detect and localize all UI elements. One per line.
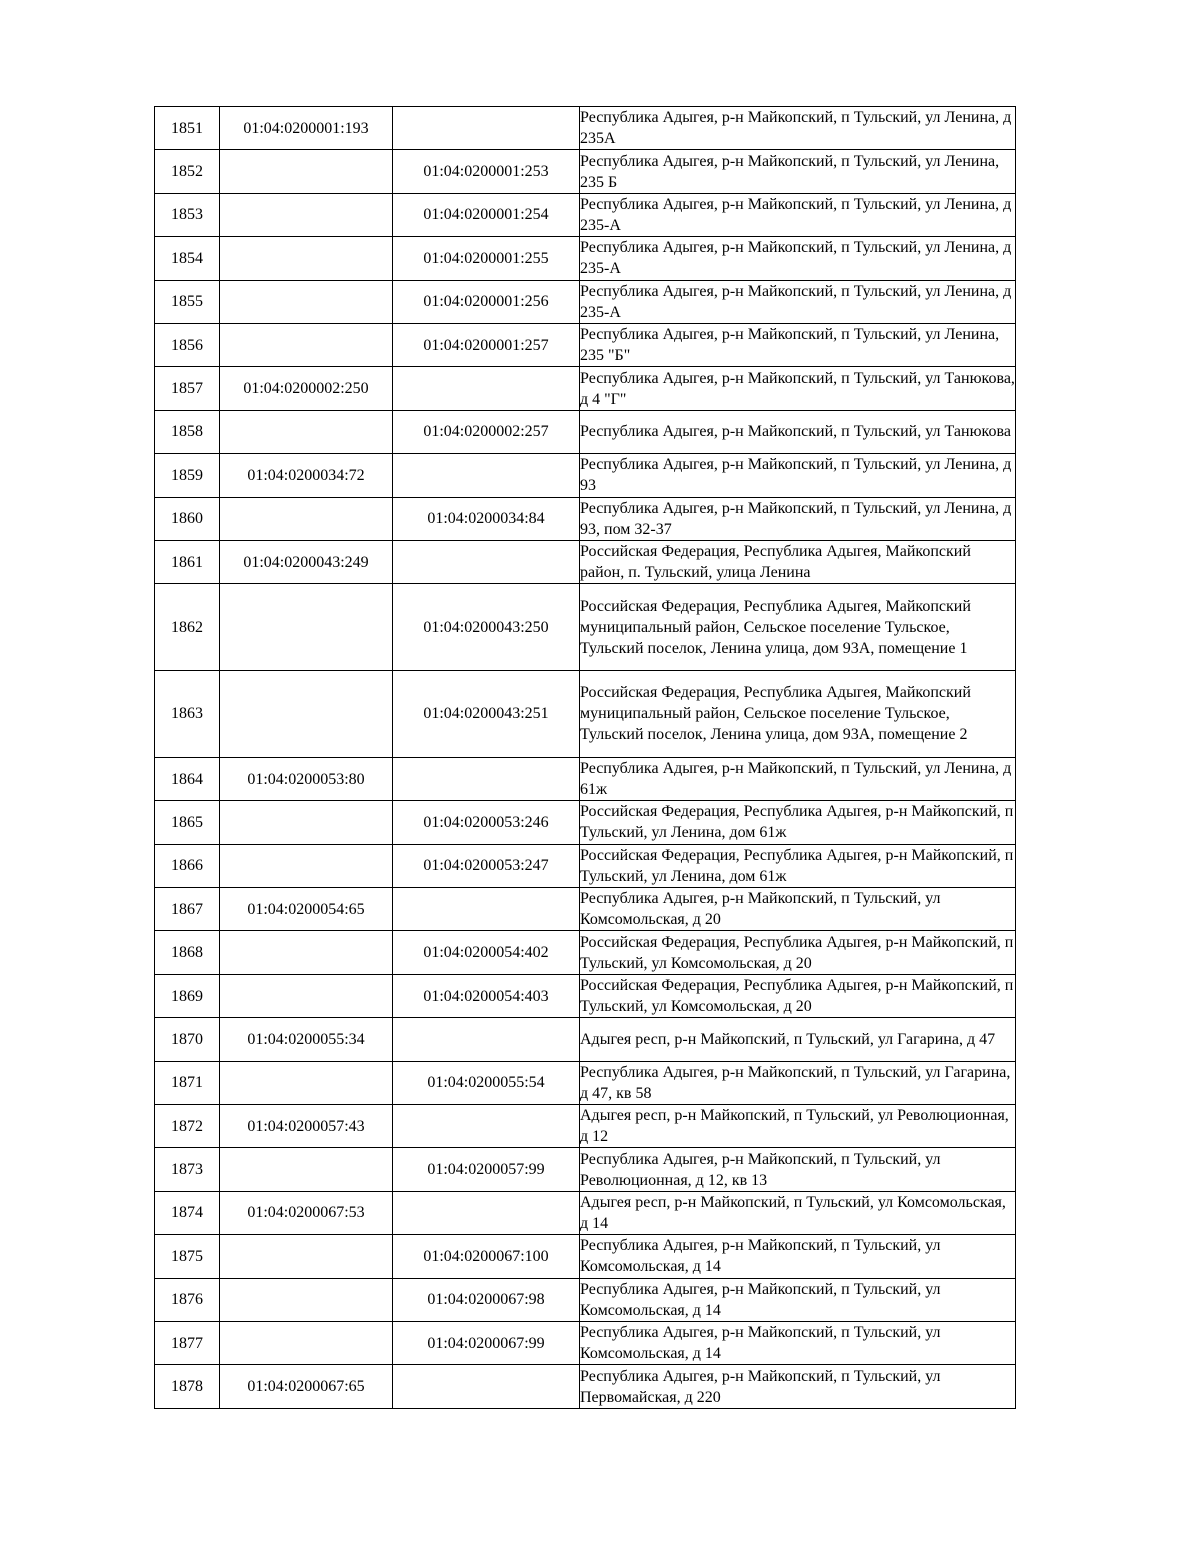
table-row — [155, 367, 1016, 410]
land-cadastral-number-cell — [220, 801, 393, 844]
land-cadastral-number-cell: 01:04:0200001:193 — [220, 107, 393, 150]
address-cell: Республика Адыгея, р-н Майкопский, п Тульский, ул Ленина, д 235А — [580, 107, 1016, 150]
row-number-cell: 1852 — [155, 150, 220, 193]
address-cell: Республика Адыгея, р-н Майкопский, п Тульский, ул Ленина, д 61ж — [580, 757, 1016, 800]
land-cadastral-number-cell: 01:04:0200002:250 — [220, 367, 393, 410]
land-cadastral-number-cell — [220, 1061, 393, 1104]
address-cell: Республика Адыгея, р-н Майкопский, п Тульский, ул Танюкова — [580, 410, 1016, 453]
object-cadastral-number-cell: 01:04:0200053:246 — [393, 801, 580, 844]
land-cadastral-number-cell: 01:04:0200057:43 — [220, 1105, 393, 1148]
row-number-cell: 1855 — [155, 280, 220, 323]
address-cell: Российская Федерация, Республика Адыгея, Майкопский муниципальный район, Сельское поселение Тульское, Тульский поселок, Ленина улица, дом 93А, помещение 2 — [580, 671, 1016, 758]
row-number-cell: 1851 — [155, 107, 220, 150]
row-number-cell: 1854 — [155, 237, 220, 280]
row-number-cell: 1871 — [155, 1061, 220, 1104]
row-number-cell: 1853 — [155, 193, 220, 236]
row-number-cell: 1874 — [155, 1191, 220, 1234]
row-number-cell: 1862 — [155, 584, 220, 671]
address-cell: Российская Федерация, Республика Адыгея, р-н Майкопский, п Тульский, ул Ленина, дом 61ж — [580, 844, 1016, 887]
table-row — [155, 150, 1016, 193]
object-cadastral-number-cell: 01:04:0200043:251 — [393, 671, 580, 758]
object-cadastral-number-cell: 01:04:0200001:253 — [393, 150, 580, 193]
row-number-cell: 1864 — [155, 757, 220, 800]
table-row — [155, 323, 1016, 366]
object-cadastral-number-cell — [393, 1191, 580, 1234]
row-number-cell: 1858 — [155, 410, 220, 453]
object-cadastral-number-cell: 01:04:0200054:403 — [393, 974, 580, 1017]
object-cadastral-number-cell — [393, 1105, 580, 1148]
row-number-cell: 1869 — [155, 974, 220, 1017]
table-row — [155, 671, 1016, 758]
table-row — [155, 931, 1016, 974]
address-cell: Республика Адыгея, р-н Майкопский, п Тульский, ул Комсомольская, д 20 — [580, 888, 1016, 931]
land-cadastral-number-cell — [220, 150, 393, 193]
land-cadastral-number-cell: 01:04:0200067:65 — [220, 1365, 393, 1408]
row-number-cell: 1861 — [155, 540, 220, 583]
table-row — [155, 1365, 1016, 1408]
row-number-cell: 1860 — [155, 497, 220, 540]
row-number-cell: 1857 — [155, 367, 220, 410]
address-cell: Адыгея респ, р-н Майкопский, п Тульский, ул Революционная, д 12 — [580, 1105, 1016, 1148]
row-number-cell: 1878 — [155, 1365, 220, 1408]
object-cadastral-number-cell: 01:04:0200055:54 — [393, 1061, 580, 1104]
land-cadastral-number-cell — [220, 280, 393, 323]
row-number-cell: 1873 — [155, 1148, 220, 1191]
table-row — [155, 584, 1016, 671]
address-cell: Республика Адыгея, р-н Майкопский, п Тульский, ул Ленина, д 93 — [580, 454, 1016, 497]
address-cell: Республика Адыгея, р-н Майкопский, п Тульский, ул Танюкова, д 4 "Г" — [580, 367, 1016, 410]
land-cadastral-number-cell — [220, 323, 393, 366]
address-cell: Российская Федерация, Республика Адыгея, Майкопский муниципальный район, Сельское поселение Тульское, Тульский поселок, Ленина улица, дом 93А, помещение 1 — [580, 584, 1016, 671]
row-number-cell: 1865 — [155, 801, 220, 844]
land-cadastral-number-cell — [220, 844, 393, 887]
land-cadastral-number-cell — [220, 931, 393, 974]
row-number-cell: 1859 — [155, 454, 220, 497]
land-cadastral-number-cell — [220, 671, 393, 758]
row-number-cell: 1872 — [155, 1105, 220, 1148]
table-row — [155, 1191, 1016, 1234]
address-cell: Адыгея респ, р-н Майкопский, п Тульский, ул Комсомольская, д 14 — [580, 1191, 1016, 1234]
table-row — [155, 888, 1016, 931]
object-cadastral-number-cell — [393, 1018, 580, 1061]
object-cadastral-number-cell: 01:04:0200067:99 — [393, 1321, 580, 1364]
land-cadastral-number-cell — [220, 1278, 393, 1321]
table-row — [155, 237, 1016, 280]
table-row — [155, 497, 1016, 540]
table-row — [155, 1278, 1016, 1321]
land-cadastral-number-cell — [220, 497, 393, 540]
table-row — [155, 974, 1016, 1017]
land-cadastral-number-cell — [220, 1321, 393, 1364]
object-cadastral-number-cell: 01:04:0200001:256 — [393, 280, 580, 323]
land-cadastral-number-cell: 01:04:0200054:65 — [220, 888, 393, 931]
object-cadastral-number-cell: 01:04:0200001:254 — [393, 193, 580, 236]
object-cadastral-number-cell — [393, 540, 580, 583]
registry-table — [154, 106, 1016, 1409]
table-row — [155, 1321, 1016, 1364]
address-cell: Республика Адыгея, р-н Майкопский, п Тульский, ул Гагарина, д 47, кв 58 — [580, 1061, 1016, 1104]
land-cadastral-number-cell — [220, 410, 393, 453]
address-cell: Адыгея респ, р-н Майкопский, п Тульский, ул Гагарина, д 47 — [580, 1018, 1016, 1061]
land-cadastral-number-cell — [220, 193, 393, 236]
object-cadastral-number-cell: 01:04:0200002:257 — [393, 410, 580, 453]
object-cadastral-number-cell: 01:04:0200001:255 — [393, 237, 580, 280]
address-cell: Республика Адыгея, р-н Майкопский, п Тульский, ул Ленина, д 235-А — [580, 193, 1016, 236]
row-number-cell: 1866 — [155, 844, 220, 887]
land-cadastral-number-cell — [220, 974, 393, 1017]
row-number-cell: 1867 — [155, 888, 220, 931]
row-number-cell: 1863 — [155, 671, 220, 758]
land-cadastral-number-cell: 01:04:0200055:34 — [220, 1018, 393, 1061]
land-cadastral-number-cell: 01:04:0200043:249 — [220, 540, 393, 583]
object-cadastral-number-cell: 01:04:0200067:98 — [393, 1278, 580, 1321]
table-row — [155, 1148, 1016, 1191]
address-cell: Республика Адыгея, р-н Майкопский, п Тульский, ул Ленина, д 235-А — [580, 280, 1016, 323]
object-cadastral-number-cell: 01:04:0200067:100 — [393, 1235, 580, 1278]
row-number-cell: 1868 — [155, 931, 220, 974]
table-row — [155, 844, 1016, 887]
land-cadastral-number-cell: 01:04:0200053:80 — [220, 757, 393, 800]
land-cadastral-number-cell: 01:04:0200034:72 — [220, 454, 393, 497]
object-cadastral-number-cell: 01:04:0200034:84 — [393, 497, 580, 540]
object-cadastral-number-cell: 01:04:0200043:250 — [393, 584, 580, 671]
table-row — [155, 280, 1016, 323]
object-cadastral-number-cell — [393, 888, 580, 931]
address-cell: Российская Федерация, Республика Адыгея, р-н Майкопский, п Тульский, ул Комсомольская, д 20 — [580, 974, 1016, 1017]
row-number-cell: 1856 — [155, 323, 220, 366]
address-cell: Российская Федерация, Республика Адыгея, Майкопский район, п. Тульский, улица Ленина — [580, 540, 1016, 583]
address-cell: Республика Адыгея, р-н Майкопский, п Тульский, ул Комсомольская, д 14 — [580, 1235, 1016, 1278]
address-cell: Российская Федерация, Республика Адыгея, р-н Майкопский, п Тульский, ул Ленина, дом 61ж — [580, 801, 1016, 844]
row-number-cell: 1875 — [155, 1235, 220, 1278]
table-row — [155, 107, 1016, 150]
address-cell: Республика Адыгея, р-н Майкопский, п Тульский, ул Революционная, д 12, кв 13 — [580, 1148, 1016, 1191]
address-cell: Республика Адыгея, р-н Майкопский, п Тульский, ул Комсомольская, д 14 — [580, 1278, 1016, 1321]
land-cadastral-number-cell — [220, 237, 393, 280]
object-cadastral-number-cell: 01:04:0200053:247 — [393, 844, 580, 887]
land-cadastral-number-cell — [220, 1235, 393, 1278]
object-cadastral-number-cell: 01:04:0200057:99 — [393, 1148, 580, 1191]
table-row — [155, 540, 1016, 583]
table-row — [155, 1235, 1016, 1278]
address-cell: Российская Федерация, Республика Адыгея, р-н Майкопский, п Тульский, ул Комсомольская, д 20 — [580, 931, 1016, 974]
address-cell: Республика Адыгея, р-н Майкопский, п Тульский, ул Комсомольская, д 14 — [580, 1321, 1016, 1364]
table-row — [155, 1018, 1016, 1061]
object-cadastral-number-cell — [393, 454, 580, 497]
object-cadastral-number-cell: 01:04:0200054:402 — [393, 931, 580, 974]
object-cadastral-number-cell — [393, 367, 580, 410]
address-cell: Республика Адыгея, р-н Майкопский, п Тульский, ул Ленина, 235 "Б" — [580, 323, 1016, 366]
table-row — [155, 1105, 1016, 1148]
address-cell: Республика Адыгея, р-н Майкопский, п Тульский, ул Ленина, 235 Б — [580, 150, 1016, 193]
object-cadastral-number-cell — [393, 107, 580, 150]
object-cadastral-number-cell: 01:04:0200001:257 — [393, 323, 580, 366]
address-cell: Республика Адыгея, р-н Майкопский, п Тульский, ул Ленина, д 93, пом 32-37 — [580, 497, 1016, 540]
object-cadastral-number-cell — [393, 1365, 580, 1408]
table-row — [155, 454, 1016, 497]
table-row — [155, 1061, 1016, 1104]
land-cadastral-number-cell — [220, 584, 393, 671]
table-body — [155, 107, 1016, 1409]
table-row — [155, 193, 1016, 236]
address-cell: Республика Адыгея, р-н Майкопский, п Тульский, ул Первомайская, д 220 — [580, 1365, 1016, 1408]
table-row — [155, 757, 1016, 800]
land-cadastral-number-cell — [220, 1148, 393, 1191]
row-number-cell: 1870 — [155, 1018, 220, 1061]
object-cadastral-number-cell — [393, 757, 580, 800]
table-row — [155, 801, 1016, 844]
table-row — [155, 410, 1016, 453]
row-number-cell: 1877 — [155, 1321, 220, 1364]
land-cadastral-number-cell: 01:04:0200067:53 — [220, 1191, 393, 1234]
row-number-cell: 1876 — [155, 1278, 220, 1321]
address-cell: Республика Адыгея, р-н Майкопский, п Тульский, ул Ленина, д 235-А — [580, 237, 1016, 280]
